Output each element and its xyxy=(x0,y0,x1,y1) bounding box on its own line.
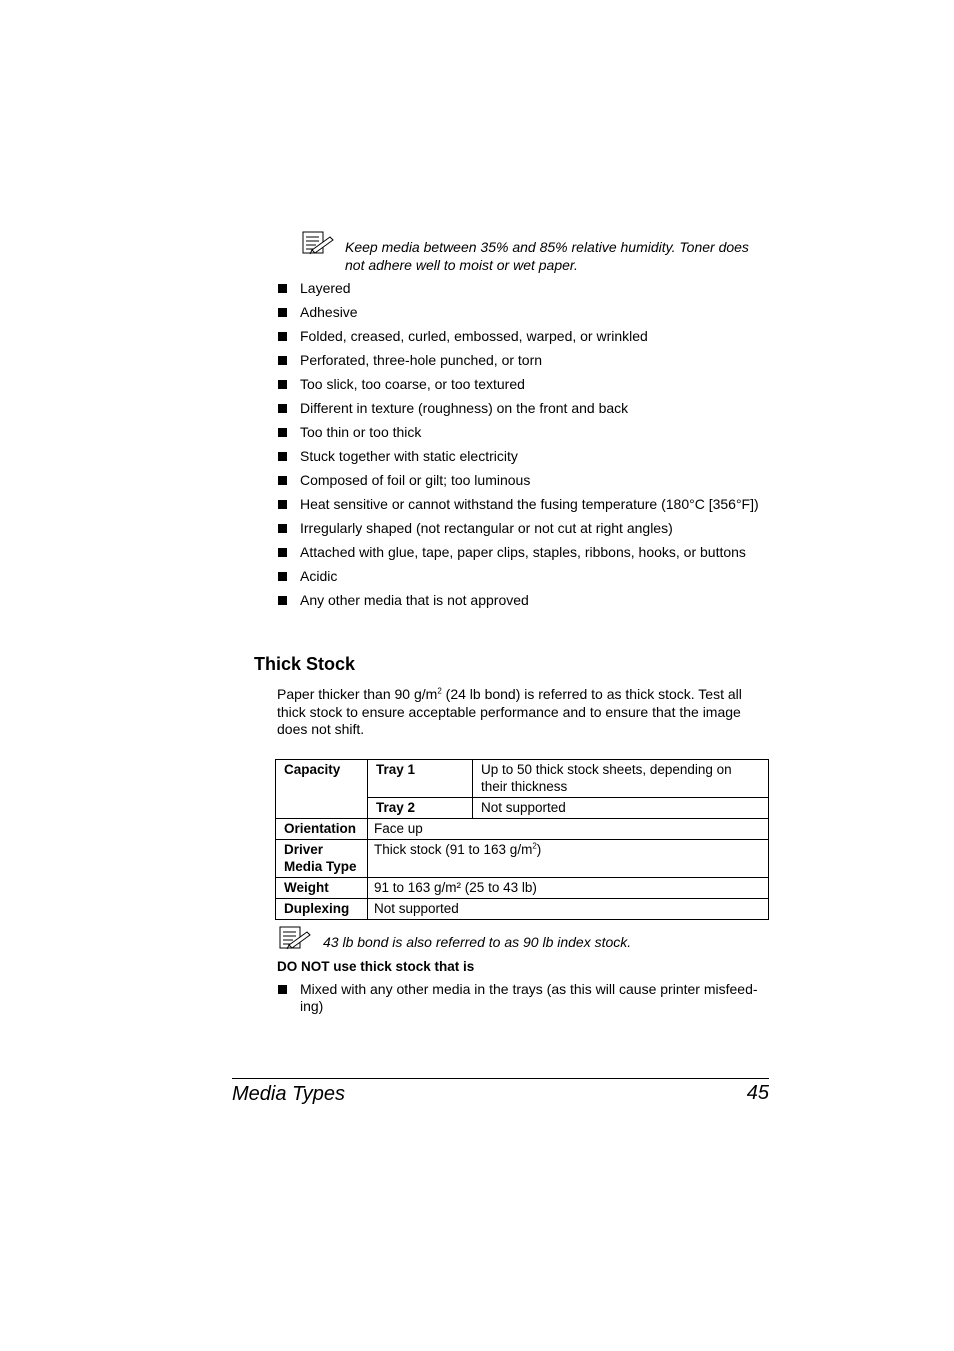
list-item: Acidic xyxy=(277,568,767,585)
bullet-square-icon xyxy=(278,524,287,533)
list-item: Adhesive xyxy=(277,304,767,321)
list-item: Stuck together with static electricity xyxy=(277,448,767,465)
list-item: Mixed with any other media in the trays (as this will cause printer misfeed-ing) xyxy=(277,981,769,1015)
bullet-square-icon xyxy=(278,404,287,413)
list-item: Too thin or too thick xyxy=(277,424,767,441)
weight-label: Weight xyxy=(276,878,368,899)
tray1-value: Up to 50 thick stock sheets, depending on their thickness xyxy=(473,760,769,798)
list-item: Too slick, too coarse, or too textured xyxy=(277,376,767,393)
bullet-square-icon xyxy=(278,596,287,605)
list-item: Different in texture (roughness) on the front and back xyxy=(277,400,767,417)
table-row xyxy=(276,819,769,840)
driver-media-type-value: Thick stock (91 to 163 $g/m^2$) xyxy=(368,840,769,878)
tray1-label: Tray 1 xyxy=(368,760,473,798)
bullet-square-icon xyxy=(278,380,287,389)
list-item: Folded, creased, curled, embossed, warped, or wrinkled xyxy=(277,328,767,345)
note-pencil-icon xyxy=(302,231,336,260)
list-item: Any other media that is not approved xyxy=(277,592,767,609)
thick-stock-spec-table xyxy=(275,759,769,920)
driver-media-type-label: Driver Media Type xyxy=(276,840,368,878)
note-pencil-icon xyxy=(279,926,313,955)
list-item: Layered xyxy=(277,280,767,297)
weight-value: 91 to 163 g/m² (25 to 43 lb) xyxy=(368,878,769,899)
bullet-square-icon xyxy=(278,284,287,293)
orientation-value: Face up xyxy=(368,819,769,840)
table-row xyxy=(276,878,769,899)
tray2-label: Tray 2 xyxy=(368,798,473,819)
tray2-value: Not supported xyxy=(473,798,769,819)
footer-divider xyxy=(232,1078,769,1079)
bullet-square-icon xyxy=(278,452,287,461)
bullet-square-icon xyxy=(278,308,287,317)
bullet-square-icon xyxy=(278,548,287,557)
footer-chapter-title: Media Types xyxy=(232,1083,346,1105)
bullet-square-icon xyxy=(278,356,287,365)
bullet-square-icon xyxy=(278,332,287,341)
table-row xyxy=(276,899,769,920)
list-item: Heat sensitive or cannot withstand the fusing temperature (180°C [356°F]) xyxy=(277,496,767,513)
table-row xyxy=(276,840,769,878)
duplexing-value: Not supported xyxy=(368,899,769,920)
section-title: Thick Stock xyxy=(254,654,356,674)
orientation-label: Orientation xyxy=(276,819,368,840)
list-item: Perforated, three-hole punched, or torn xyxy=(277,352,767,369)
bullet-square-icon xyxy=(278,985,287,994)
bullet-square-icon xyxy=(278,572,287,581)
capacity-label: Capacity xyxy=(276,760,368,819)
unsuitable-media-list xyxy=(277,280,767,616)
list-item: Irregularly shaped (not rectangular or not cut at right angles) xyxy=(277,520,767,537)
duplexing-label: Duplexing xyxy=(276,899,368,920)
footer-page-number: 45 xyxy=(746,1082,769,1104)
bullet-square-icon xyxy=(278,428,287,437)
list-item: Composed of foil or gilt; too luminous xyxy=(277,472,767,489)
note-text: Keep media between 35% and 85% relative humidity. Toner does not adhere well to moist or wet paper. xyxy=(345,239,749,273)
table-row xyxy=(276,760,769,798)
bullet-square-icon xyxy=(278,476,287,485)
warning-list xyxy=(277,981,769,1015)
list-item: Attached with glue, tape, paper clips, staples, ribbons, hooks, or buttons xyxy=(277,544,767,561)
note-text: 43 lb bond is also referred to as 90 lb index stock. xyxy=(323,934,632,950)
warning-heading: DO NOT use thick stock that is xyxy=(277,959,475,974)
bullet-square-icon xyxy=(278,500,287,509)
section-intro: Paper thicker than 90 $g/m^2$ (24 lb bond) is referred to as thick stock. Test all thick stock to ensure acceptable performance and to ensure that the image does not shift. xyxy=(277,686,742,737)
